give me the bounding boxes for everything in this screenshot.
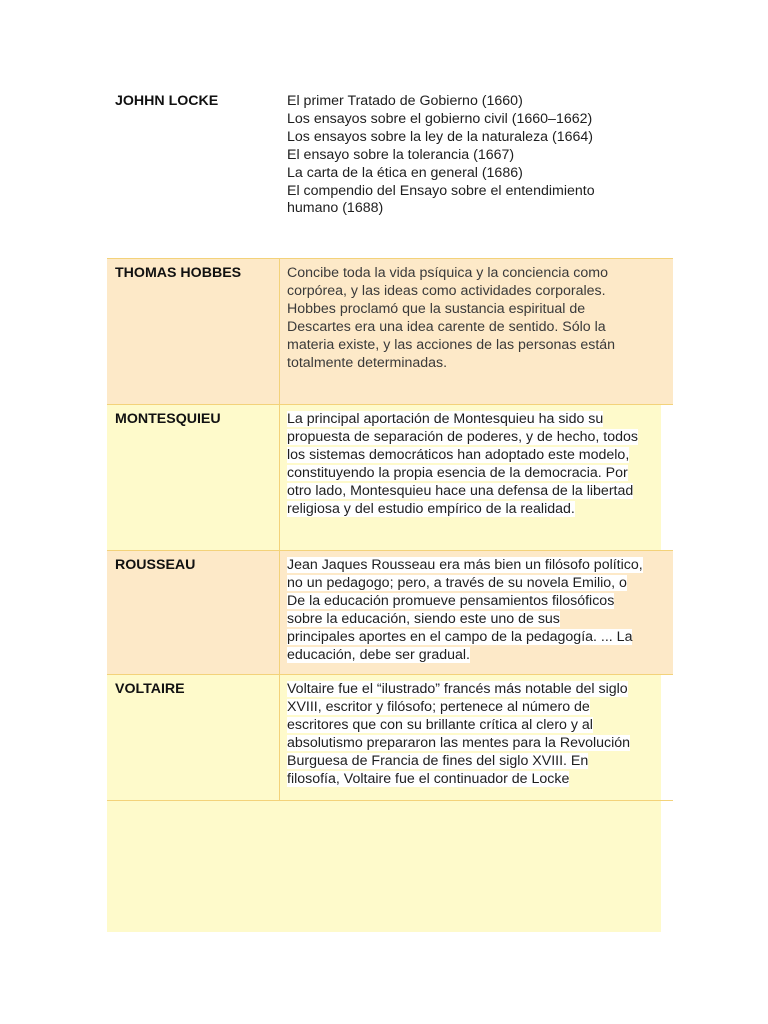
description [287,265,672,372]
description-line: La principal aportación de Montesquieu ha sido su [287,411,604,427]
description-line: los sistemas democráticos han adoptado este modelo, [287,446,630,463]
row-john-locke [107,86,673,258]
description-line: otro lado, Montesquieu hace una defensa de la libertad [287,482,634,499]
description-line: absolutismo prepararon las mentes para la Revolución [287,734,631,751]
row-rousseau [107,550,673,674]
description-line: Descartes era una idea carente de sentido. Sólo la [287,318,606,335]
description-line: Burguesa de Francia de fines del siglo XVIII. En [287,752,589,769]
description [287,411,672,518]
philosopher-name: ROUSSEAU [115,557,196,573]
description-line: Jean Jaques Rousseau era más bien un filósofo político, [287,557,643,573]
work-item: El primer Tratado de Gobierno (1660) [287,93,523,109]
description-line: Concibe toda la vida psíquica y la conciencia como [287,265,608,281]
description-line: religiosa y del estudio empírico de la realidad. [287,500,575,517]
row-divider [107,674,673,675]
works-list [287,93,672,218]
description [287,681,672,788]
description-line: propuesta de separación de poderes, y de hecho, todos [287,428,638,445]
work-item: Los ensayos sobre la ley de la naturaleza (1664) [287,128,594,145]
row-thomas-hobbes [107,258,673,404]
description-line: XVIII, escritor y filósofo; pertenece al número de [287,698,590,715]
philosopher-name: MONTESQUIEU [115,411,221,427]
work-item: El compendio del Ensayo sobre el entendimiento [287,182,595,199]
work-item: Los ensayos sobre el gobierno civil (1660–1662) [287,110,593,127]
row-voltaire [107,674,661,800]
row-divider [107,258,673,259]
work-item: humano (1688) [287,200,384,217]
description-line: Voltaire fue el “ilustrado” francés más notable del siglo [287,681,628,697]
empty-row [107,800,661,932]
description-line: materia existe, y las acciones de las personas están [287,336,616,353]
row-divider [107,404,673,405]
philosopher-name: VOLTAIRE [115,681,185,697]
work-item: El ensayo sobre la tolerancia (1667) [287,146,515,163]
description [287,557,672,664]
description-line: sobre la educación, siendo este uno de sus [287,610,560,627]
philosopher-name: JOHHN LOCKE [115,93,219,109]
description-line: no un pedagogo; pero, a través de su novela Emilio, o [287,574,627,591]
work-item: La carta de la ética en general (1686) [287,164,523,181]
description-line: Hobbes proclamó que la sustancia espiritual de [287,300,586,317]
description-line: escritores que con su brillante crítica al clero y al [287,716,593,733]
description-line: corpórea, y las ideas como actividades corporales. [287,282,606,299]
description-line: constituyendo la propia esencia de la democracia. Por [287,464,628,481]
description-line: filosofía, Voltaire fue el continuador de Locke [287,770,570,787]
description-line: totalmente determinadas. [287,354,448,371]
row-divider [107,550,673,551]
description-line: educación, debe ser gradual. [287,646,470,663]
description-line: principales aportes en el campo de la pedagogía. ... La [287,628,633,645]
philosopher-name: THOMAS HOBBES [115,265,242,281]
row-divider [107,800,673,801]
column-divider [279,258,280,800]
row-montesquieu [107,404,661,550]
description-line: De la educación promueve pensamientos filosóficos [287,592,615,609]
